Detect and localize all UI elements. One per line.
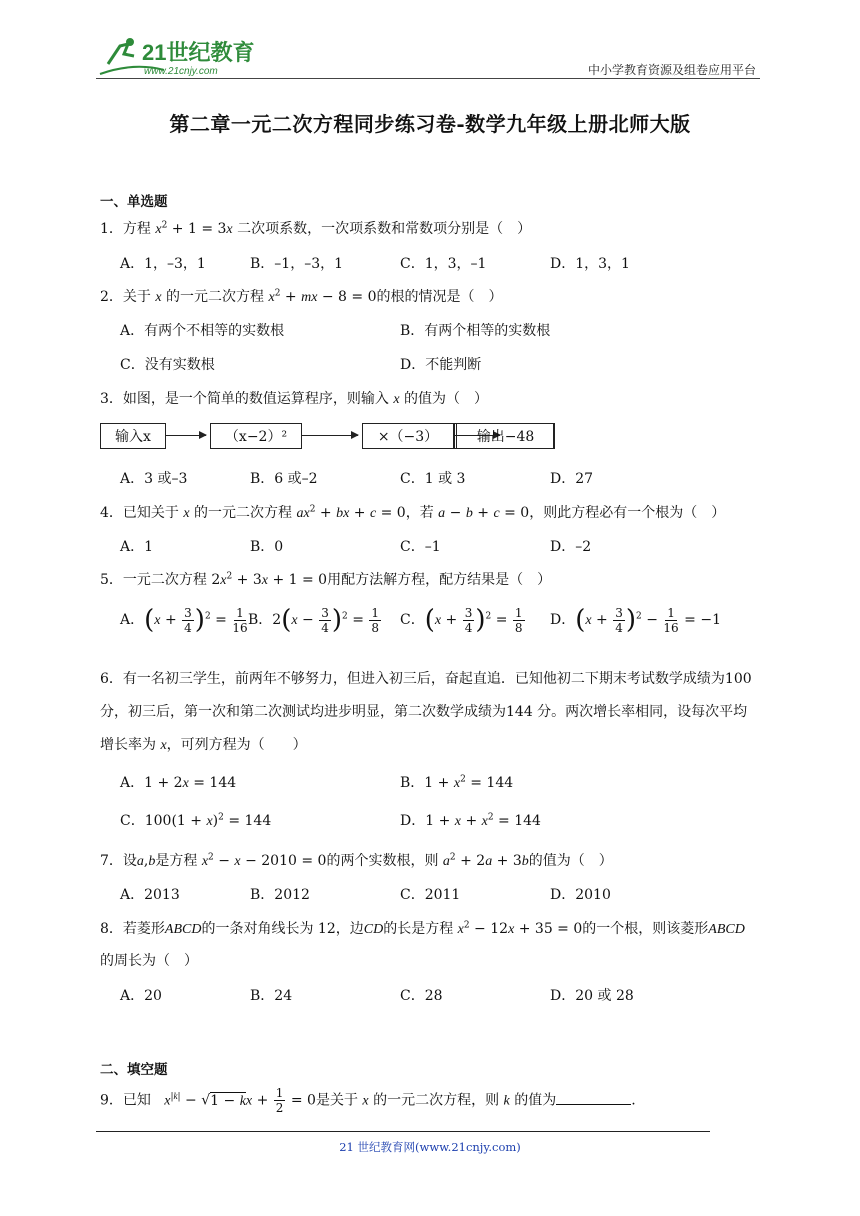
q1-option-d[interactable]: D．1，3，1	[550, 256, 630, 272]
q8-option-b[interactable]: B．24	[250, 988, 293, 1004]
q7-option-a[interactable]: A．2013	[120, 887, 180, 903]
q2-option-b[interactable]: B．有两个相等的实数根	[400, 323, 551, 339]
flow-multiply-box: ×（−3）	[362, 423, 454, 449]
q5-option-a[interactable]: A．(x + $\frac{3}{4}$ )$^2$ = $\frac{1}{16}$	[120, 605, 248, 635]
question-2: 2．关于 x 的一元二次方程 $x^2$ + mx − 8 = 0的根的情况是（ ）	[100, 288, 503, 305]
question-7: 7．设a,b是方程 $x^2 - x - 2010 = 0$的两个实数根，则 $a^2 + 2a + 3b$的值为（ ）	[100, 852, 613, 869]
flow-arrow	[166, 435, 206, 436]
svg-text:21世纪教育: 21世纪教育	[142, 40, 255, 65]
q5-option-b[interactable]: B．2(x − $\frac{3}{4}$ )$^2$ = $\frac{1}{8}$	[248, 605, 380, 635]
q2-option-d[interactable]: D．不能判断	[400, 357, 482, 373]
q8-option-a[interactable]: A．20	[120, 988, 162, 1004]
q4-option-b[interactable]: B．0	[250, 539, 284, 555]
flowchart	[100, 423, 560, 449]
q3-option-c[interactable]: C．1 或 3	[400, 471, 466, 487]
q7-option-d[interactable]: D．2010	[550, 887, 611, 903]
question-8-line-2: 的周长为（ ）	[100, 953, 198, 969]
question-8-line-1: 8．若菱形ABCD的一条对角线长为 12，边CD的长是方程 $x^2 - 12x + 35 = 0$的一个根，则该菱形ABCD	[100, 920, 745, 937]
q3-option-b[interactable]: B．6 或–2	[250, 471, 318, 487]
q4-option-a[interactable]: A．1	[120, 539, 154, 555]
q7-option-c[interactable]: C．2011	[400, 887, 461, 903]
q3-option-d[interactable]: D．27	[550, 471, 594, 487]
flow-arrow	[302, 435, 358, 436]
svg-text:www.21cnjy.com: www.21cnjy.com	[144, 66, 218, 77]
flow-subtract-square-box: （x−2）²	[210, 423, 302, 449]
header-platform-text: 中小学教育资源及组卷应用平台	[587, 63, 756, 77]
footer-divider	[96, 1131, 710, 1132]
question-3: 3．如图，是一个简单的数值运算程序，则输入 x 的值为（ ）	[100, 391, 489, 407]
q5-option-c[interactable]: C．(x + $\frac{3}{4}$ )$^2$ = $\frac{1}{8}$	[400, 605, 523, 635]
q4-option-d[interactable]: D．–2	[550, 539, 592, 555]
footer-link[interactable]: 21 世纪教育网(www.21cnjy.com)	[339, 1140, 521, 1154]
q6-option-d[interactable]: D．$1 + x + x^2 = 144$	[400, 812, 541, 829]
q1-option-b[interactable]: B．–1，–3，1	[250, 256, 344, 272]
answer-blank[interactable]	[556, 1090, 631, 1105]
q6-option-b[interactable]: B．$1 + x^2 = 144$	[400, 774, 514, 791]
q3-option-a[interactable]: A．3 或–3	[120, 471, 188, 487]
question-9: 9．已知 $x^{|k|} - √1$ − kx + $\frac{1}{2}$ = 0是关于 x 的一元二次方程，则 k 的值为 .	[100, 1086, 636, 1115]
q4-option-c[interactable]: C．–1	[400, 539, 441, 555]
q5-option-d[interactable]: D．(x + $\frac{3}{4}$ )$^2$ − $\frac{1}{16}$ = −1	[550, 605, 721, 635]
q2-option-c[interactable]: C．没有实数根	[120, 357, 215, 373]
section-heading-fill-blank: 二、填空题	[100, 1062, 168, 1078]
q8-option-c[interactable]: C．28	[400, 988, 443, 1004]
q2-option-a[interactable]: A．有两个不相等的实数根	[120, 323, 285, 339]
q6-option-c[interactable]: C．$100(1 + x)^2 = 144$	[120, 812, 272, 829]
q8-option-d[interactable]: D．20 或 28	[550, 988, 634, 1004]
q7-option-b[interactable]: B．2012	[250, 887, 310, 903]
section-heading-single-choice: 一、单选题	[100, 194, 168, 210]
q6-option-a[interactable]: A．1 + 2x = 144	[120, 775, 237, 791]
question-5: 5．一元二次方程 $2x^2 + 3x + 1 = 0$用配方法解方程，配方结果是（ ）	[100, 571, 552, 588]
q1-option-c[interactable]: C．1，3，–1	[400, 256, 487, 272]
page-title: 第二章一元二次方程同步练习卷-数学九年级上册北师大版	[169, 112, 691, 136]
question-1: 1．方程 $x^2 + 1 = 3x$ 二次项系数，一次项系数和常数项分别是（ ）	[100, 220, 532, 237]
header-divider	[96, 78, 760, 79]
flow-output-box: 输出−48	[456, 423, 555, 449]
site-logo	[94, 34, 274, 78]
q1-option-a[interactable]: A．1，–3，1	[120, 256, 206, 272]
question-4: 4．已知关于 x 的一元二次方程 $ax^2$ + bx + c = 0，若 a − b + c = 0，则此方程必有一个根为（ ）	[100, 504, 726, 521]
question-6: 6．有一名初三学生，前两年不够努力，但进入初三后，奋起直追．已知他初二下期末考试数学成绩为100 分，初三后，第一次和第二次测试均进步明显，第二次数学成绩为144 分。两次增长率相同，设每次平均增长率为 x，可列方程为（ ）	[100, 671, 752, 753]
flow-input-box: 输入x	[100, 423, 166, 449]
